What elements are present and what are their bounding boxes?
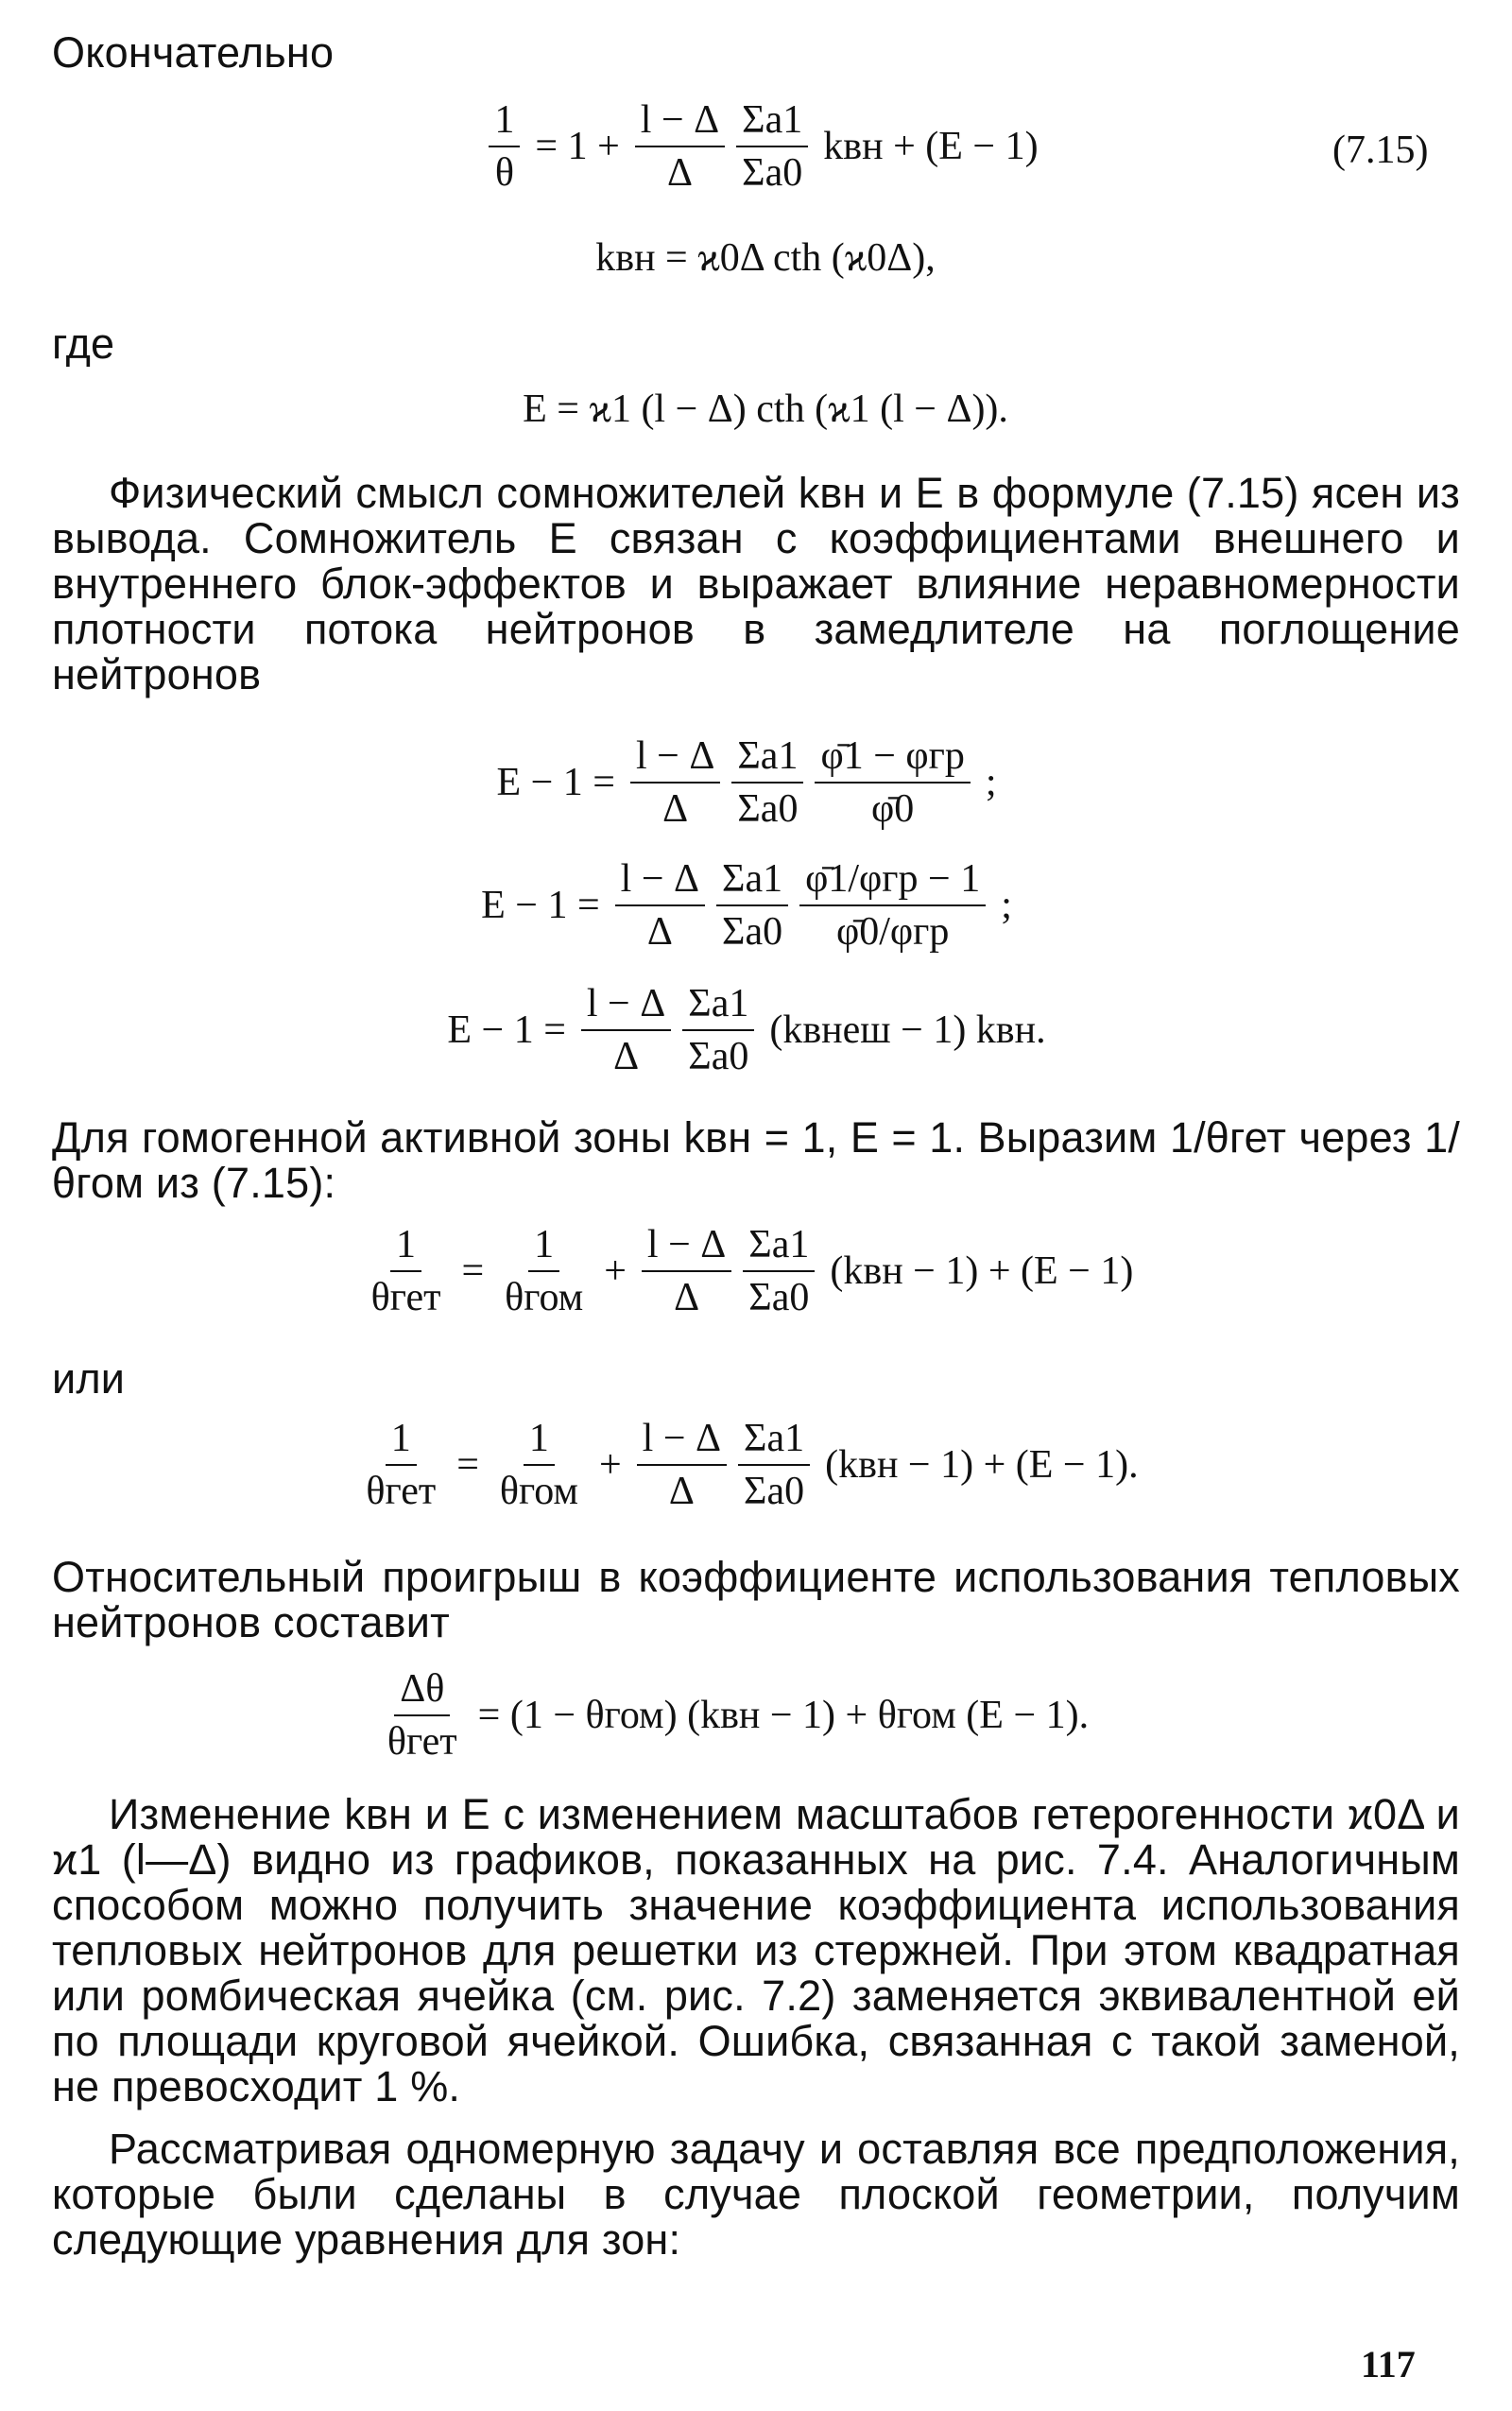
fraction: $\frac{\Sigma a1}{\Sigma a0}$ bbox=[731, 734, 803, 831]
equation-E: E = ϰ1 (l − Δ) cth (ϰ1 (l − Δ)). bbox=[523, 387, 1008, 431]
fraction: $\frac{\Sigma a1}{\Sigma a0}$ bbox=[743, 1223, 815, 1319]
fraction: $\frac{l - \Delta}{\Delta}$ bbox=[637, 1417, 727, 1513]
paragraph-5: Рассматривая одномерную задачу и оставляя все предположения, которые были сделаны в случае плоской геометрии, получим следующие уравнения для зон: bbox=[52, 2125, 1460, 2264]
fraction: $\frac{\Sigma a1}{\Sigma a0}$ bbox=[736, 98, 808, 195]
fraction: $\frac{\Sigma a1}{\Sigma a0}$ bbox=[682, 982, 754, 1078]
equation-het-2: $\frac{1}{\text{θгет}}$ = $\frac{1}{\text{θгом}}$ + $\frac{l - \Delta}{\Delta}$ $\frac{\Sigma a1}{\Sigma a0}$ (kвн − 1) + (E − 1). bbox=[208, 1408, 1295, 1522]
fraction: $\frac{1}{\text{θгом}}$ bbox=[499, 1417, 578, 1513]
fraction: $\frac{l - \Delta}{\Delta}$ bbox=[635, 98, 725, 195]
fraction: $\frac{\text{φ̄1 − φгр}}{\varphī0}$ bbox=[815, 734, 970, 831]
equation-loss: $\frac{\Delta\theta}{\text{θгет}}$ = (1 − θгом) (kвн − 1) + θгом (E − 1). bbox=[284, 1659, 1191, 1772]
fraction: $\frac{\Delta\theta}{\text{θгет}}$ bbox=[387, 1667, 457, 1764]
paragraph-4: Изменение kвн и E с изменением масштабов гетерогенности ϰ0Δ и ϰ1 (l—Δ) видно из графиков, показанных на рис. 7.4. Аналогичным способом можно получить значение коэффициента использования тепловых нейтронов для решетки из стержней. При этом квадратная или ромбическая ячейка (см. рис. 7.2) заменяется эквивалентной ей по площади круговой ячейкой. Ошибка, связанная с такой заменой, не превосходит 1 %. bbox=[52, 1790, 1460, 2110]
paragraph-1: Физический смысл сомножителей kвн и E в формуле (7.15) ясен из вывода. Сомножитель E связан с коэффициентами внешнего и внутреннего блок-эффектов и выражает влияние неравномерности плотности потока нейтронов в замедлителе на поглощение нейтронов bbox=[52, 469, 1460, 698]
fraction: $\frac{l - \Delta}{\Delta}$ bbox=[630, 734, 720, 831]
paragraph-3: Относительный проигрыш в коэффициенте использования тепловых нейтронов составит bbox=[52, 1553, 1460, 1646]
equation-het-1: $\frac{1}{\text{θгет}}$ = $\frac{1}{\text{θгом}}$ + $\frac{l - \Delta}{\Delta}$ $\frac{\Sigma a1}{\Sigma a0}$ (kвн − 1) + (E − 1) bbox=[208, 1214, 1295, 1328]
fraction: $\frac{\Sigma a1}{\Sigma a0}$ bbox=[738, 1417, 810, 1513]
fraction: $\frac{1}{\text{θгет}}$ bbox=[370, 1223, 441, 1319]
fraction: $\frac{\text{φ̄1/φгр − 1}}{\text{φ̄0/φгр}}$ bbox=[799, 857, 986, 954]
where-word: где bbox=[52, 319, 115, 368]
paragraph-2: Для гомогенной активной зоны kвн = 1, E = 1. Выразим 1/θгет через 1/θгом из (7.15): bbox=[52, 1113, 1460, 1207]
or-word: или bbox=[52, 1354, 126, 1403]
equation-E1-c: E − 1 = $\frac{l - \Delta}{\Delta}$ $\frac{\Sigma a1}{\Sigma a0}$ (kвнеш − 1) kвн. bbox=[447, 982, 1046, 1078]
equation-E1-a: E − 1 = $\frac{l - \Delta}{\Delta}$ $\frac{\Sigma a1}{\Sigma a0}$ $\frac{\text{φ̄1 − φгр}}{\varphī0}$ ; bbox=[496, 734, 997, 831]
fraction: $\frac{l - \Delta}{\Delta}$ bbox=[642, 1223, 731, 1319]
equation-kvn: kвн = ϰ0Δ cth (ϰ0Δ), bbox=[595, 236, 936, 280]
fraction: $\frac{\Sigma a1}{\Sigma a0}$ bbox=[716, 857, 788, 954]
equation-7-15: $\frac{1}{\theta}$ = 1 + $\frac{l - \Delta}{\Delta}$ $\frac{\Sigma a1}{\Sigma a0}$ kвн + (E − 1) bbox=[378, 90, 1153, 203]
equation-E1-b: E − 1 = $\frac{l - \Delta}{\Delta}$ $\frac{\Sigma a1}{\Sigma a0}$ $\frac{\text{φ̄1/φгр − 1}}{\text{φ̄0/φгр}}$ ; bbox=[481, 857, 1012, 954]
intro-word: Окончательно bbox=[52, 28, 335, 77]
page-number: 117 bbox=[1361, 2343, 1416, 2385]
fraction: $\frac{1}{\text{θгом}}$ bbox=[505, 1223, 584, 1319]
equation-label: (7.15) bbox=[1332, 129, 1429, 172]
fraction: $\frac{l - \Delta}{\Delta}$ bbox=[615, 857, 705, 954]
fraction: $\frac{l - \Delta}{\Delta}$ bbox=[581, 982, 671, 1078]
fraction: $\frac{1}{\text{θгет}}$ bbox=[366, 1417, 437, 1513]
fraction: $\frac{1}{\theta}$ bbox=[489, 98, 520, 195]
